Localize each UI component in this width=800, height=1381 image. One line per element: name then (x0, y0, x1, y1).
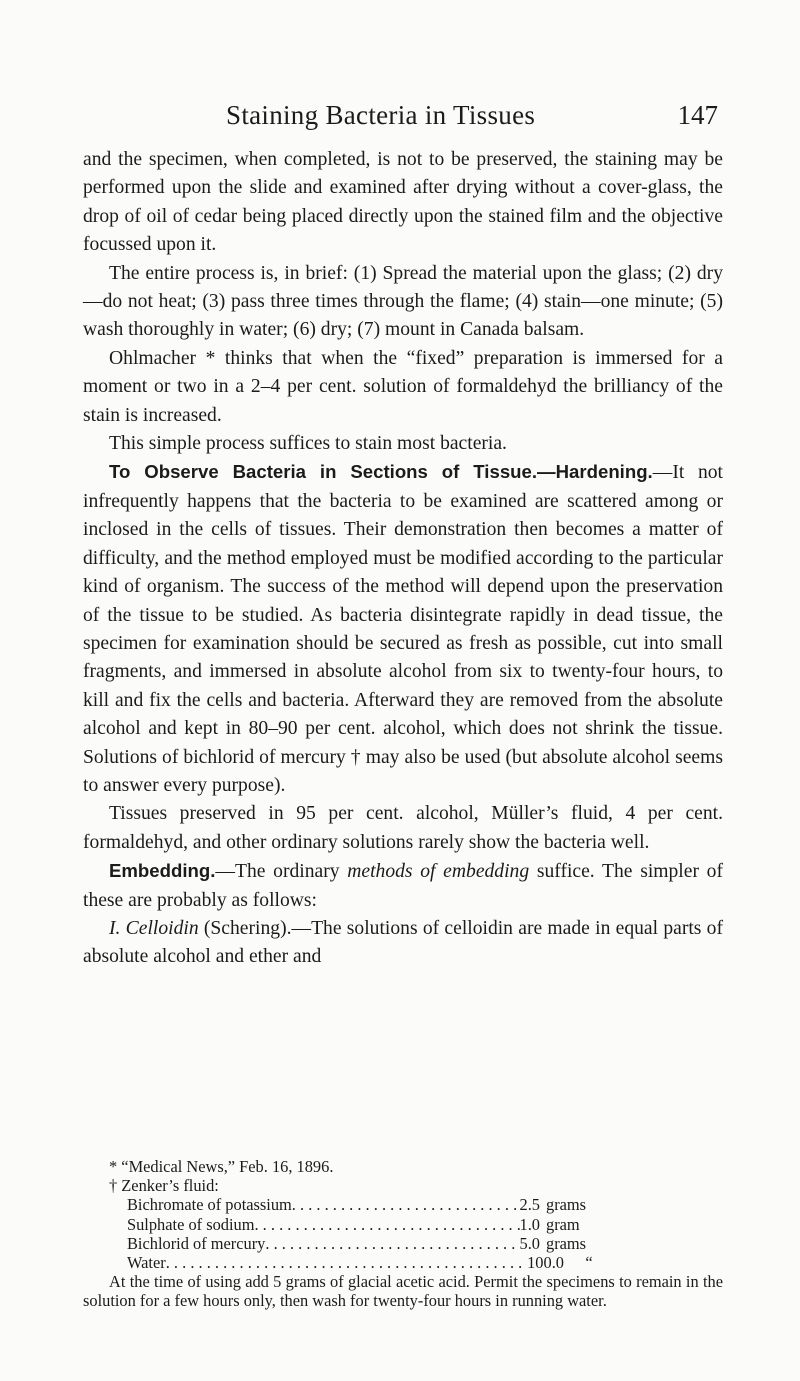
formula-ingredient: Sulphate of sodium (127, 1214, 255, 1234)
formula-ingredient: Water (127, 1253, 166, 1273)
section-heading-hardening: To Observe Bacteria in Sections of Tissue.—Hardening. (109, 461, 653, 483)
zenker-formula (127, 1195, 614, 1272)
formula-unit: grams (546, 1233, 587, 1253)
embedding-text-pre: —The ordinary (215, 861, 348, 883)
formula-row (127, 1195, 614, 1214)
formula-row (127, 1215, 614, 1234)
page-header (0, 100, 800, 136)
footnote-instructions: At the time of using add 5 grams of glacial acetic acid. Permit the specimens to remain in the solution for a few hours only, then wash for twenty-four hours in running water. (83, 1272, 723, 1311)
formula-amount: 5.0 (519, 1233, 540, 1253)
celloidin-heading: I. Celloidin (109, 917, 199, 939)
paragraph-ohlmacher: Ohlmacher * thinks that when the “fixed” preparation is immersed for a moment or two in a 2–4 per cent. solution of formaldehyd the brilliancy of the stain is increased. (83, 347, 723, 426)
celloidin-text: (Schering).—The solutions of celloidin are made in equal parts of absolute alcohol and ether and (83, 917, 723, 968)
formula-amount: 100.0 (527, 1253, 564, 1273)
formula-ingredient: Bichromate of potassium (127, 1195, 292, 1215)
body-text (83, 146, 723, 972)
paragraph-simple-process: This simple process suffices to stain most bacteria. (109, 433, 507, 455)
footnote-star: * “Medical News,” Feb. 16, 1896. (109, 1157, 334, 1176)
paragraph-tissues-preserved: Tissues preserved in 95 per cent. alcohol, Müller’s fluid, 4 per cent. formaldehyd, and other ordinary solutions rarely show the bacteria well. (83, 803, 723, 853)
footnote-dagger: † Zenker’s fluid: (109, 1176, 219, 1196)
formula-amount: 2.5 (519, 1195, 540, 1215)
formula-ingredient: Bichlorid of mercury (127, 1233, 266, 1253)
dot-leader (265, 1234, 519, 1253)
footnotes (83, 1157, 723, 1311)
section-heading-embedding: Embedding. (109, 860, 216, 882)
paragraph-continuation: and the specimen, when completed, is not to be preserved, the staining may be performed upon the slide and examined after drying without a cover-glass, the drop of oil of cedar being placed directly upon the stained film and the objective focussed upon it. (83, 149, 723, 256)
dot-leader (292, 1195, 520, 1214)
embedding-text-post: suffice. The simpler of these are probably as follows: (83, 861, 723, 911)
page-number: 147 (677, 100, 718, 130)
running-head: Staining Bacteria in Tissues (226, 100, 536, 130)
dot-leader (254, 1215, 519, 1234)
paragraph-celloidin (83, 915, 723, 972)
formula-unit-ditto: “ (585, 1253, 593, 1273)
embedding-text-italic: methods of embedding (347, 861, 530, 883)
paragraph-process-summary: The entire process is, in brief: (1) Spread the material upon the glass; (2) dry—do not heat; (3) pass three times through the flame; (4) stain—one minute; (5) wash thoroughly in water; (6) dry; (7) mount in Canada balsam. (83, 262, 723, 341)
formula-unit: grams (546, 1195, 587, 1215)
formula-row (127, 1253, 614, 1272)
formula-amount: 1.0 (519, 1214, 540, 1234)
paragraph-hardening-text: —It not infrequently happens that the bacteria to be examined are scattered among or inclosed in the cells of tissues. Their demonstration then becomes a matter of difficulty, and the method employed must be modified according to the particular kind of organism. The success of the method will depend upon the preservation of the tissue to be studied. As bacteria disintegrate rapidly in dead tissue, the specimen for examination should be secured as fresh as possible, cut into small fragments, and immersed in absolute alcohol from six to twenty-four hours, to kill and fix the cells and bacteria. Afterward they are removed from the absolute alcohol and kept in 80–90 per cent. alcohol, which does not shrink the tissue. Solutions of bichlorid of mercury † may also be used (but absolute alcohol seems to answer every purpose). (83, 462, 723, 796)
formula-unit: gram (546, 1214, 580, 1234)
paragraph-embedding (83, 857, 723, 915)
formula-row (127, 1234, 614, 1253)
paragraph-hardening (83, 458, 723, 800)
dot-leader (166, 1253, 527, 1272)
